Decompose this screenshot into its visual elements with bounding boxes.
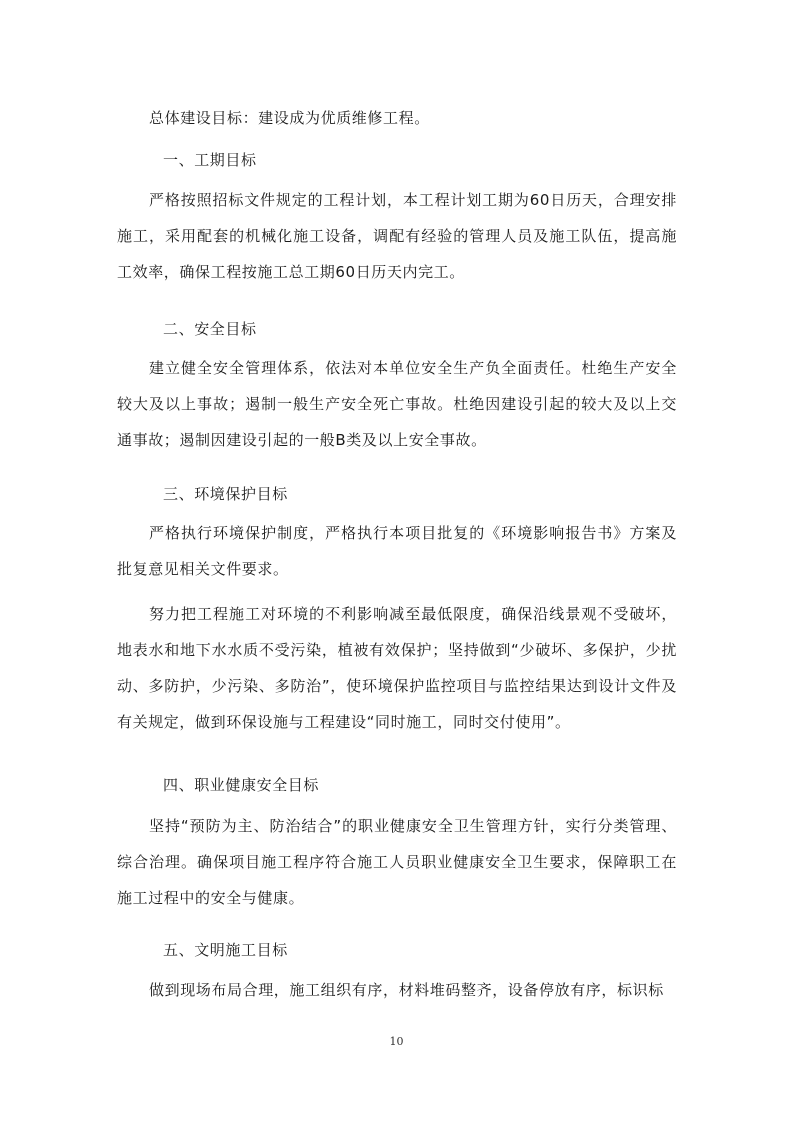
section-paragraph-schedule: 严格按照招标文件规定的工程计划，本工程计划工期为60日历天，合理安排施工，采用配套的机械化施工设备，调配有经验的管理人员及施工队伍，提高施工效率，确保工程按施工总工期60日历天内完工。 <box>117 191 677 281</box>
section-paragraph-health: 坚持“预防为主、防治结合”的职业健康安全卫生管理方针，实行分类管理、综合治理。确保项目施工程序符合施工人员职业健康安全卫生要求，保障职工在施工过程中的安全与健康。 <box>117 817 677 907</box>
section-paragraph-environment-2: 努力把工程施工对环境的不利影响减至最低限度，确保沿线景观不受破坏，地表水和地下水水质不受污染，植被有效保护；坚持做到“少破坏、多保护，少扰动、多防护，少污染、多防治”，使环境保护监控项目与监控结果达到设计文件及有关规定，做到环保设施与工程建设“同时施工，同时交付使用”。 <box>117 605 677 731</box>
section-paragraph-environment-1: 严格执行环境保护制度，严格执行本项目批复的《环境影响报告书》方案及批复意见相关文件要求。 <box>117 524 677 578</box>
section-heading-health: 四、职业健康安全目标 <box>163 776 320 794</box>
section-paragraph-civilized: 做到现场布局合理，施工组织有序，材料堆码整齐，设备停放有序，标识标 <box>149 981 664 999</box>
section-heading-safety: 二、安全目标 <box>163 320 257 338</box>
page-number: 10 <box>389 1035 404 1048</box>
section-paragraph-safety: 建立健全安全管理体系，依法对本单位安全生产负全面责任。杜绝生产安全较大及以上事故；遏制一般生产安全死亡事故。杜绝因建设引起的较大及以上交通事故；遏制因建设引起的一般B类及以上安全事故。 <box>117 359 677 449</box>
section-heading-environment: 三、环境保护目标 <box>163 485 288 503</box>
section-heading-schedule: 一、工期目标 <box>163 151 257 169</box>
section-heading-civilized: 五、文明施工目标 <box>163 941 288 959</box>
overall-goal-paragraph: 总体建设目标：建设成为优质维修工程。 <box>149 109 430 127</box>
